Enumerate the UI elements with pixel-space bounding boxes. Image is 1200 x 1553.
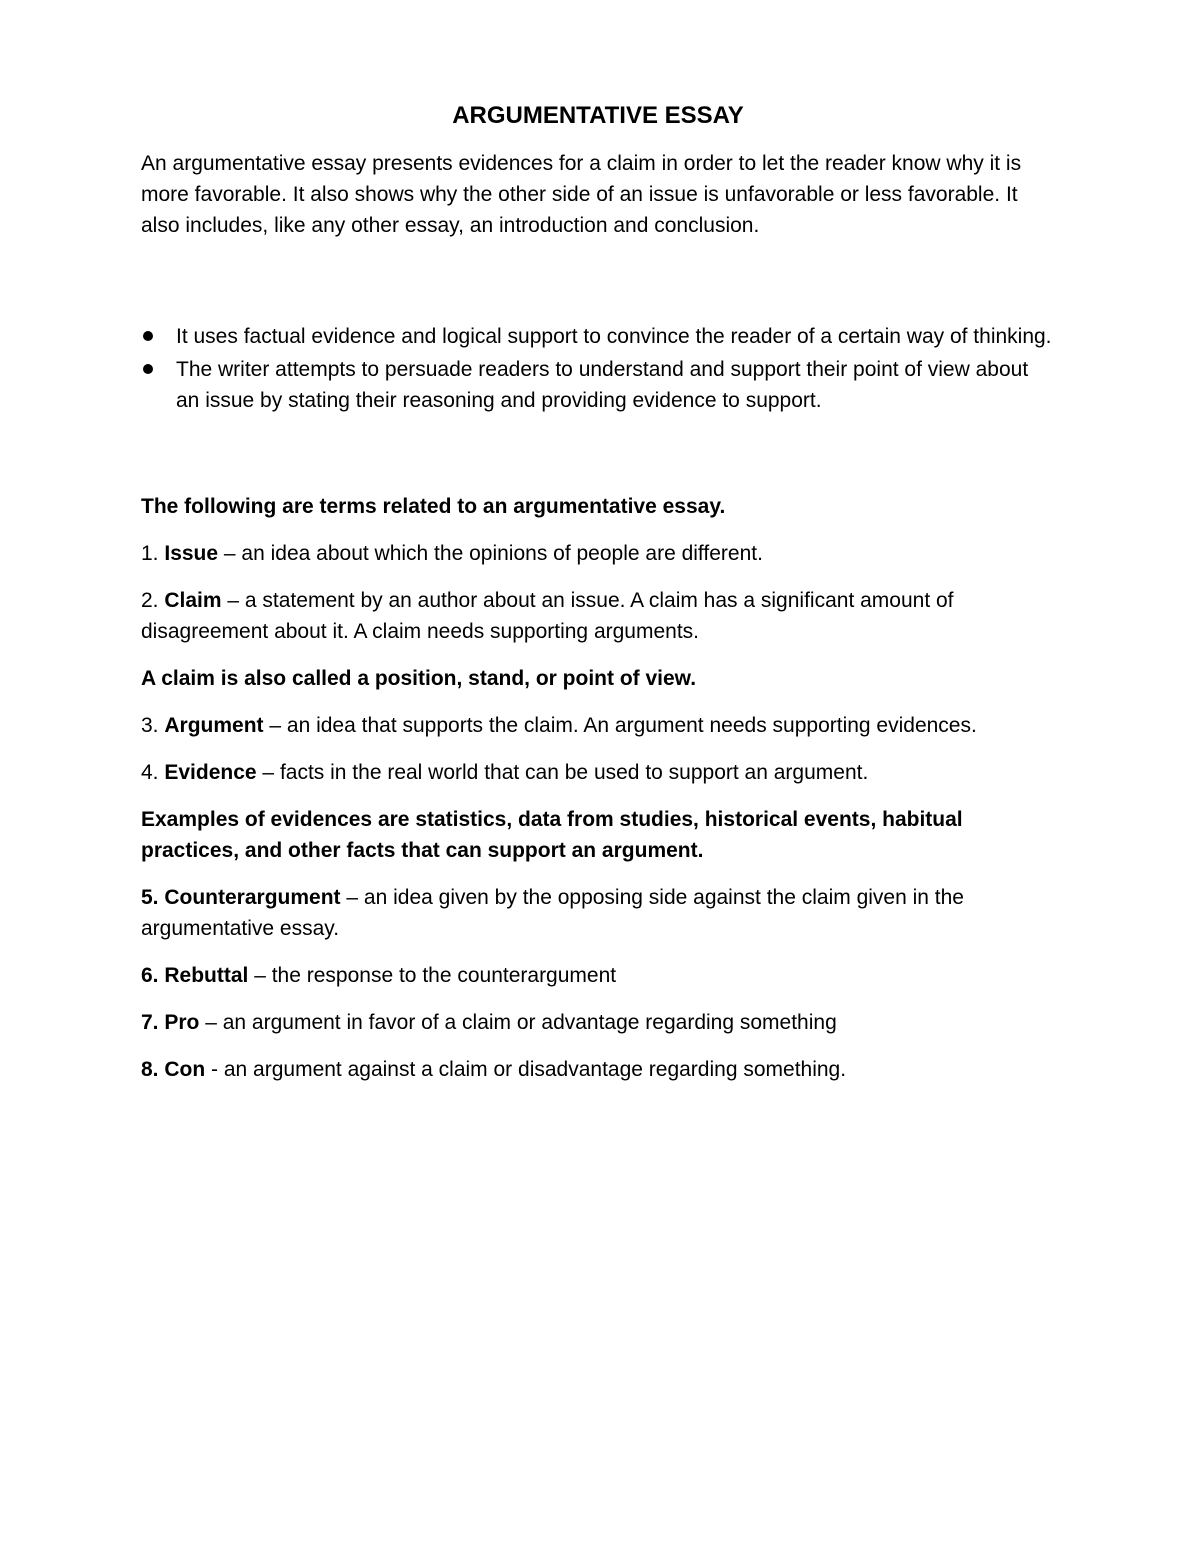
- term-con: [141, 1054, 1055, 1085]
- term-name: Claim: [164, 589, 222, 612]
- term-separator: –: [340, 886, 364, 909]
- term-definition: a statement by an author about an issue. A claim has a significant amount of disagreement about it. A claim needs supporting arguments.: [141, 589, 954, 643]
- term-number: 2.: [141, 589, 165, 612]
- term-separator: –: [248, 964, 272, 987]
- term-name: Rebuttal: [164, 964, 249, 987]
- term-number: 1.: [141, 542, 165, 565]
- term-definition: an argument against a claim or disadvantage regarding something.: [223, 1058, 847, 1081]
- term-name: Con: [164, 1058, 206, 1081]
- term-definition: an idea that supports the claim. An argument needs supporting evidences.: [286, 714, 977, 737]
- evidence-note: Examples of evidences are statistics, data from studies, historical events, habitual practices, and other facts that can support an argument.: [141, 808, 963, 862]
- bullet-text: It uses factual evidence and logical support to convince the reader of a certain way of thinking.: [176, 325, 1052, 348]
- list-item: [141, 321, 1055, 352]
- term-issue: [141, 538, 1055, 569]
- term-pro: [141, 1007, 1055, 1038]
- claim-note: A claim is also called a position, stand, or point of view.: [141, 667, 697, 690]
- term-number: 8.: [141, 1058, 165, 1081]
- term-name: Pro: [164, 1011, 200, 1034]
- term-number: 4.: [141, 761, 165, 784]
- term-definition: the response to the counterargument: [271, 964, 617, 987]
- term-name: Evidence: [164, 761, 257, 784]
- term-separator: -: [205, 1058, 224, 1081]
- term-name: Counterargument: [164, 886, 341, 909]
- term-evidence: [141, 757, 1055, 788]
- term-definition: an idea about which the opinions of people are different.: [241, 542, 763, 565]
- bullet-icon: [143, 364, 153, 374]
- term-separator: –: [221, 589, 245, 612]
- term-separator: –: [199, 1011, 223, 1034]
- term-definition: an argument in favor of a claim or advantage regarding something: [222, 1011, 837, 1034]
- list-item: [141, 354, 1055, 416]
- term-number: 6.: [141, 964, 165, 987]
- term-separator: –: [263, 714, 287, 737]
- term-separator: –: [218, 542, 242, 565]
- term-definition: facts in the real world that can be used to support an argument.: [279, 761, 869, 784]
- bullet-icon: [143, 331, 153, 341]
- term-argument: [141, 710, 1055, 741]
- bullet-text: The writer attempts to persuade readers to understand and support their point of view about an issue by stating their reasoning and providing evidence to support.: [176, 358, 1029, 412]
- term-number: 7.: [141, 1011, 165, 1034]
- term-name: Issue: [164, 542, 219, 565]
- terms-heading: The following are terms related to an argumentative essay.: [141, 495, 726, 518]
- term-claim: [141, 585, 1055, 647]
- term-number: 3.: [141, 714, 165, 737]
- term-name: Argument: [164, 714, 264, 737]
- term-number: 5.: [141, 886, 165, 909]
- term-rebuttal: [141, 960, 1055, 991]
- page-title: ARGUMENTATIVE ESSAY: [452, 102, 744, 129]
- term-separator: –: [256, 761, 280, 784]
- term-counterargument: [141, 882, 1055, 944]
- bullet-list: [141, 321, 1055, 416]
- term-definition: an idea given by the opposing side against the claim given in the argumentative essay.: [141, 886, 964, 940]
- intro-paragraph: An argumentative essay presents evidences for a claim in order to let the reader know why it is more favorable. It also shows why the other side of an issue is unfavorable or less favorable. It also includes, like any other essay, an introduction and conclusion.: [141, 152, 1022, 237]
